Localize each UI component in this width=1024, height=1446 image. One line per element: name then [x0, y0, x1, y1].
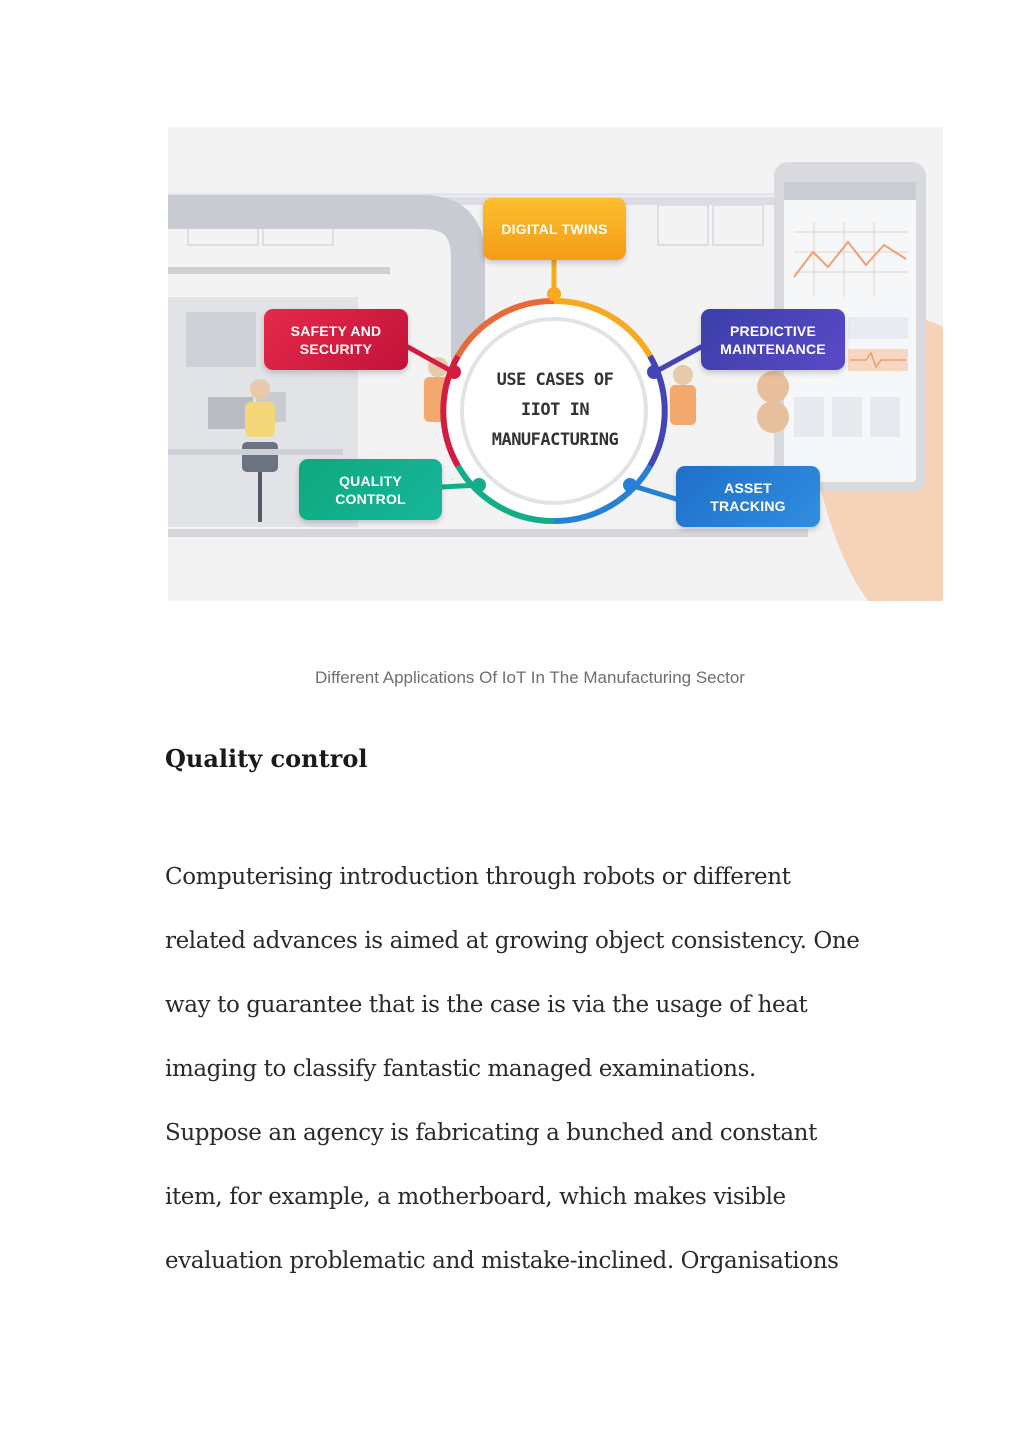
- asset-tracking-box: ASSET TRACKING: [676, 466, 820, 527]
- paragraph-line: imaging to classify fantastic managed examinations.: [165, 1056, 756, 1082]
- paragraph-line: item, for example, a motherboard, which makes visible: [165, 1184, 786, 1210]
- quality-control-box: QUALITY CONTROL: [299, 459, 442, 520]
- safety-security-box: SAFETY AND SECURITY: [264, 309, 408, 370]
- paragraph-line: evaluation problematic and mistake-inclined. Organisations: [165, 1248, 839, 1274]
- predictive-maintenance-box: PREDICTIVE MAINTENANCE: [701, 309, 845, 370]
- figure-center-label: USE CASES OF IIOT IN MANUFACTURING: [491, 370, 619, 450]
- iiot-use-cases-figure: [168, 127, 943, 601]
- paragraph-line: related advances is aimed at growing object consistency. One: [165, 928, 860, 954]
- paragraph-line: way to guarantee that is the case is via the usage of heat: [165, 992, 808, 1018]
- body-paragraph: [165, 860, 885, 1308]
- figure-caption: Different Applications Of IoT In The Manufacturing Sector: [315, 668, 745, 687]
- paragraph-line: Computerising introduction through robots or different: [165, 864, 791, 890]
- digital-twins-box: DIGITAL TWINS: [483, 198, 626, 260]
- section-heading: Quality control: [165, 744, 368, 773]
- paragraph-line: Suppose an agency is fabricating a bunched and constant: [165, 1120, 817, 1146]
